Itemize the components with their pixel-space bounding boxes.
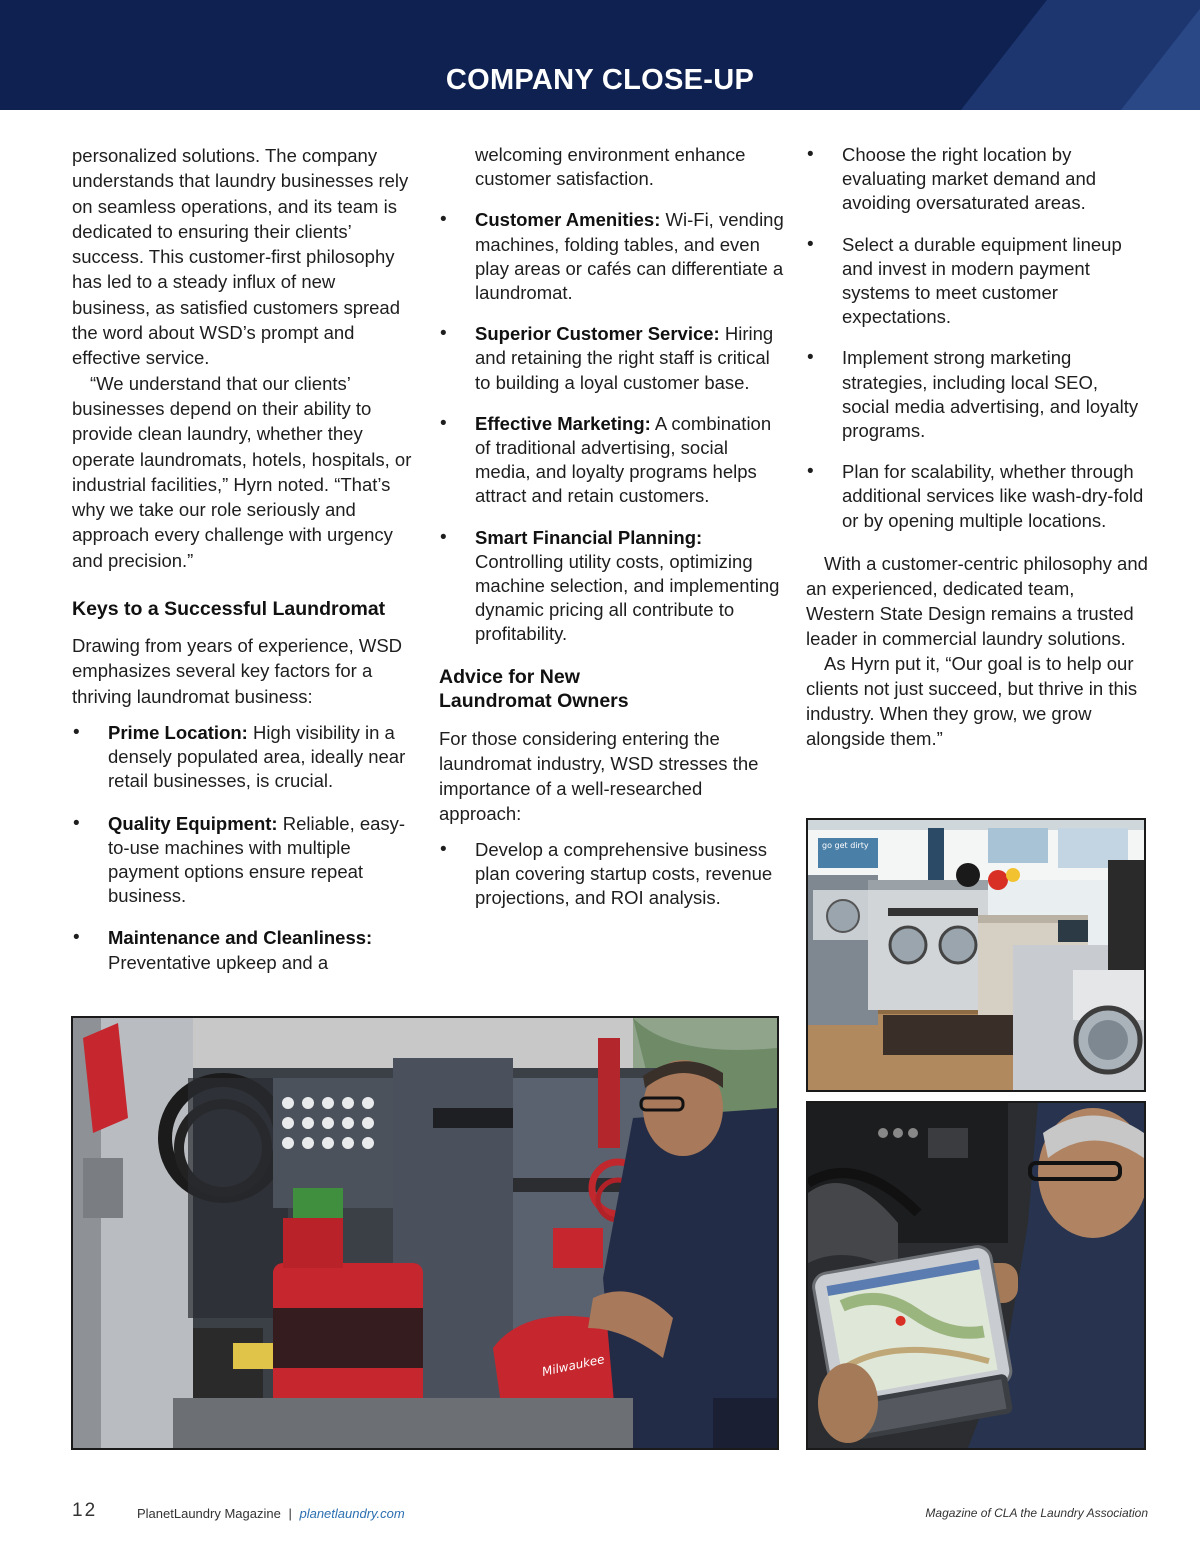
list-item: • Customer Amenities: Wi-Fi, vending machines, folding tables, and even play areas or cafés can differentiate a laundromat. [439,208,784,305]
technician-tablet-photo [806,1101,1146,1450]
list-item: • Implement strong marketing strategies, including local SEO, social media advertising, and loyalty programs. [806,346,1148,443]
list-item: • Plan for scalability, whether through additional services like wash-dry-fold or by opening multiple locations. [806,460,1148,533]
technician-tablet-illustration [808,1103,1144,1448]
bullet-list [806,143,1148,533]
paragraph: Drawing from years of experience, WSD emphasizes several key factors for a thriving laundromat business: [72,635,403,707]
technician-van-photo [71,1016,779,1450]
footer-tagline: Magazine of CLA the Laundry Association [925,1506,1148,1520]
magazine-name: PlanetLaundry Magazine [137,1506,281,1521]
paragraph: personalized solutions. The company understands that laundry businesses rely on seamless operations, and its team is dedicated to ensuring their clients’ success. This customer-first philosophy has led to a steady influx of new business, as satisfied customers spread the word about WSD’s prompt and effective service. [72,145,409,369]
list-item: • Effective Marketing: A combination of traditional advertising, social media, and loyalty programs helps attract and retain customers. [439,412,784,509]
list-item: • Superior Customer Service: Hiring and retaining the right staff is critical to building a loyal customer base. [439,322,784,395]
article-column-1 [72,143,414,975]
laundromat-interior-photo [806,818,1146,1092]
article-column-2 [439,143,784,910]
section-heading [439,665,784,713]
website-link[interactable]: planetlaundry.com [299,1506,405,1521]
paragraph: As Hyrn put it, “Our goal is to help our clients not just succeed, but thrive in this industry. When they grow, we grow alongside them.” [806,652,1138,749]
list-item: • Choose the right location by evaluating market demand and avoiding oversaturated areas. [806,143,1148,216]
technician-van-illustration [73,1018,777,1448]
bag-brand-text: Milwaukee [540,1352,606,1379]
section-heading: Keys to a Successful Laundromat [72,598,386,621]
paragraph: For those considering entering the laundromat industry, WSD stresses the importance of a well-researched approach: [439,727,759,824]
page-header [0,0,1200,110]
laundromat-illustration [808,820,1144,1090]
heading-line: Laundromat Owners [439,689,629,712]
footer-publication [137,1506,405,1521]
bullet-list [72,721,414,975]
laundromat-sign-text: go get dirty [822,841,869,850]
footer-separator: | [288,1506,292,1521]
list-item: • Prime Location: High visibility in a densely populated area, ideally near retail businesses, is crucial. [72,721,414,794]
paragraph: With a customer-centric philosophy and an experienced, dedicated team, Western State Design remains a trusted leader in commercial laundry solutions. [806,552,1148,649]
list-item: • Select a durable equipment lineup and invest in modern payment systems to meet customer expectations. [806,233,1148,330]
list-item: • Develop a comprehensive business plan covering startup costs, revenue projections, and ROI analysis. [439,838,784,911]
list-item: • Smart Financial Planning: Controlling utility costs, optimizing machine selection, and implementing dynamic pricing all contribute to profitability. [439,526,784,647]
paragraph: welcoming environment enhance customer satisfaction. [475,144,746,190]
section-title: COMPANY CLOSE-UP [445,64,755,96]
page-footer [72,1500,1148,1526]
list-item: • Maintenance and Cleanliness: Preventative upkeep and a [72,926,414,974]
bullet-list [439,208,784,646]
list-item: • Quality Equipment: Reliable, easy-to-use machines with multiple payment options ensure repeat business. [72,812,414,909]
page-number: 12 [72,1500,98,1521]
bullet-list [439,838,784,911]
paragraph: “We understand that our clients’ businesses depend on their ability to provide clean laundry, whether they operate laundromats, hotels, hospitals, or industrial facilities,” Hyrn noted. “That’s why we take our role seriously and approach every challenge with urgency and precision.” [72,372,412,571]
article-column-3 [806,143,1148,751]
heading-line: Advice for New [439,665,580,688]
